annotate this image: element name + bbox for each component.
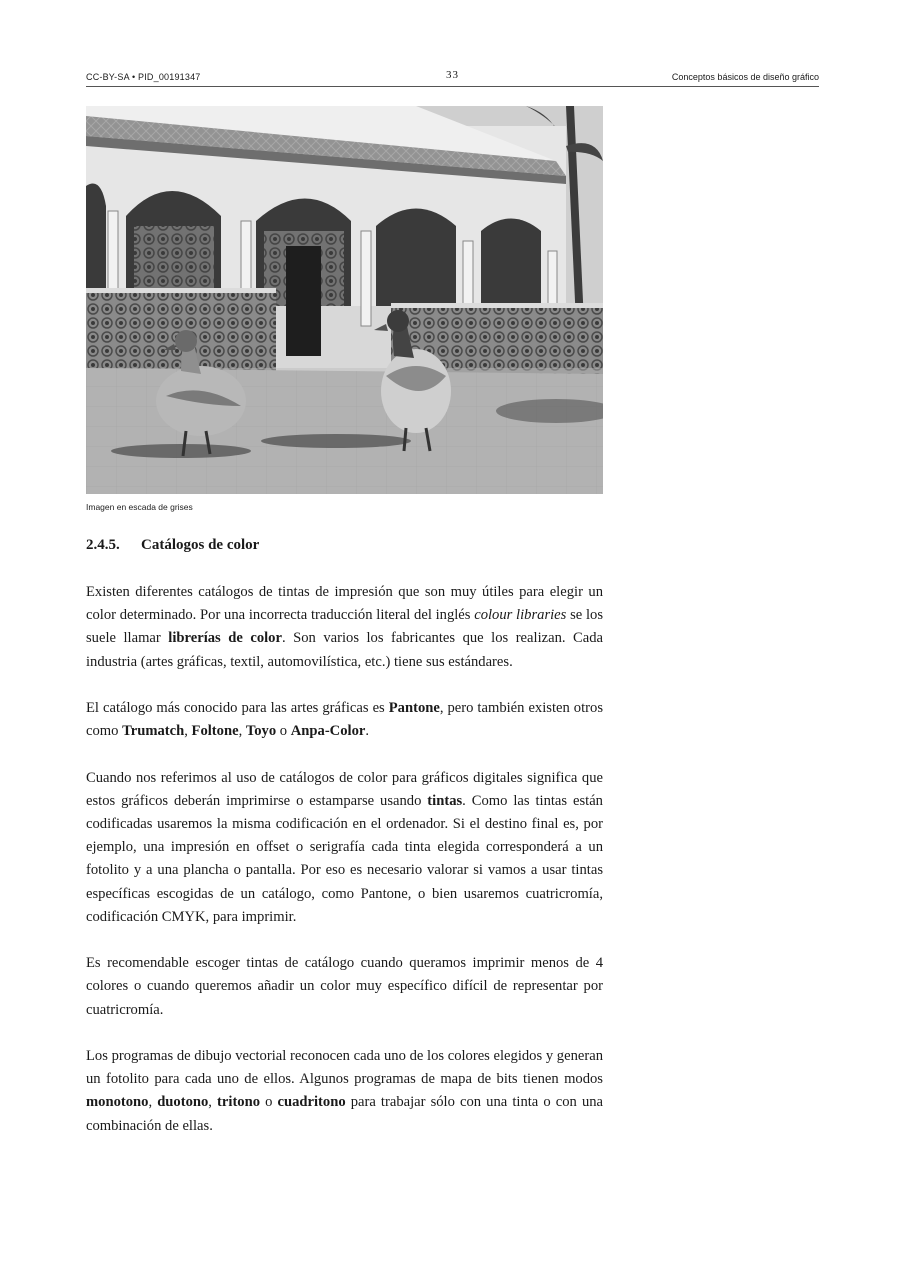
text-run: Existen diferentes catálogos de tintas de impresión que son muy útiles para elegir un color determinado. Por una incorrecta traducción literal del inglés bbox=[86, 584, 603, 624]
separator: , bbox=[184, 723, 192, 740]
bold-term: duotono bbox=[157, 1094, 209, 1111]
paragraph-3 bbox=[86, 767, 603, 929]
bold-term: Trumatch bbox=[122, 723, 185, 740]
bold-term: Anpa-Color bbox=[290, 723, 366, 740]
text-run: , pero también existen otros como bbox=[86, 700, 603, 740]
text-run: se los suele llamar bbox=[86, 607, 604, 647]
bold-term: librerías de color bbox=[168, 630, 282, 647]
text-run: El catálogo más conocido para las artes gráficas es bbox=[86, 700, 389, 716]
text-run: para trabajar sólo con una tinta o con una combinación de ellas. bbox=[86, 1094, 604, 1134]
text-run: . Como las tintas están codificadas usaremos la misma codificación en el ordenador. Si el destino final es, por ejemplo, una impresión en offset o serigrafía cada tinta elegida corresponderá a un fotolito y a una plancha o pantalla. Por eso es necesario valorar si vamos a usar tintas específicas escogidas de un catálogo, como Pantone, o bien usaremos cuatricromía, codificación CMYK, para imprimir. bbox=[86, 792, 603, 925]
separator: o bbox=[276, 723, 291, 740]
section-title: Catálogos de color bbox=[141, 537, 260, 553]
text-run: . Son varios los fabricantes que los realizan. Cada industria (artes gráficas, textil, automovilística, etc.) tiene sus estándares. bbox=[86, 630, 604, 670]
page-number: 33 bbox=[446, 69, 459, 81]
paragraph-2 bbox=[86, 697, 603, 743]
body-text bbox=[86, 581, 603, 1161]
bold-term: Pantone bbox=[388, 700, 440, 716]
bold-term: Toyo bbox=[245, 723, 277, 740]
separator: . bbox=[365, 723, 369, 740]
paragraph-5 bbox=[86, 1045, 603, 1138]
section-heading bbox=[86, 537, 259, 554]
italic-term: colour libraries bbox=[474, 607, 567, 624]
paragraph-1 bbox=[86, 581, 603, 674]
grayscale-photo bbox=[86, 106, 603, 494]
document-title: Conceptos básicos de diseño gráfico bbox=[671, 72, 819, 82]
bold-term: Foltone bbox=[191, 723, 239, 740]
bold-term: tritono bbox=[217, 1094, 261, 1111]
text-run: Cuando nos referimos al uso de catálogos de color para gráficos digitales significa que estos gráficos deberán imprimirse o estamparse usando bbox=[86, 769, 603, 809]
bold-term: monotono bbox=[86, 1094, 149, 1111]
separator: , bbox=[148, 1094, 158, 1111]
ducks-courtyard-illustration bbox=[86, 106, 603, 494]
paragraph-4 bbox=[86, 952, 603, 1022]
bold-term: tintas bbox=[427, 792, 463, 809]
license-id: CC-BY-SA • PID_00191347 bbox=[86, 72, 201, 82]
section-number: 2.4.5. bbox=[86, 537, 120, 553]
page-header bbox=[86, 68, 819, 87]
figure-caption: Imagen en escada de grises bbox=[86, 502, 193, 512]
text-run: Los programas de dibujo vectorial reconocen cada uno de los colores elegidos y generan un fotolito para cada uno de ellos. Algunos programas de mapa de bits tienen modos bbox=[86, 1048, 603, 1088]
text-run: Es recomendable escoger tintas de catálogo cuando queramos imprimir menos de 4 colores o cuando queremos añadir un color muy específico difícil de representar por cuatricromía. bbox=[86, 955, 603, 1018]
separator: , bbox=[238, 723, 246, 740]
separator: , bbox=[208, 1094, 218, 1111]
separator: o bbox=[260, 1094, 278, 1111]
bold-term: cuadritono bbox=[277, 1094, 346, 1111]
